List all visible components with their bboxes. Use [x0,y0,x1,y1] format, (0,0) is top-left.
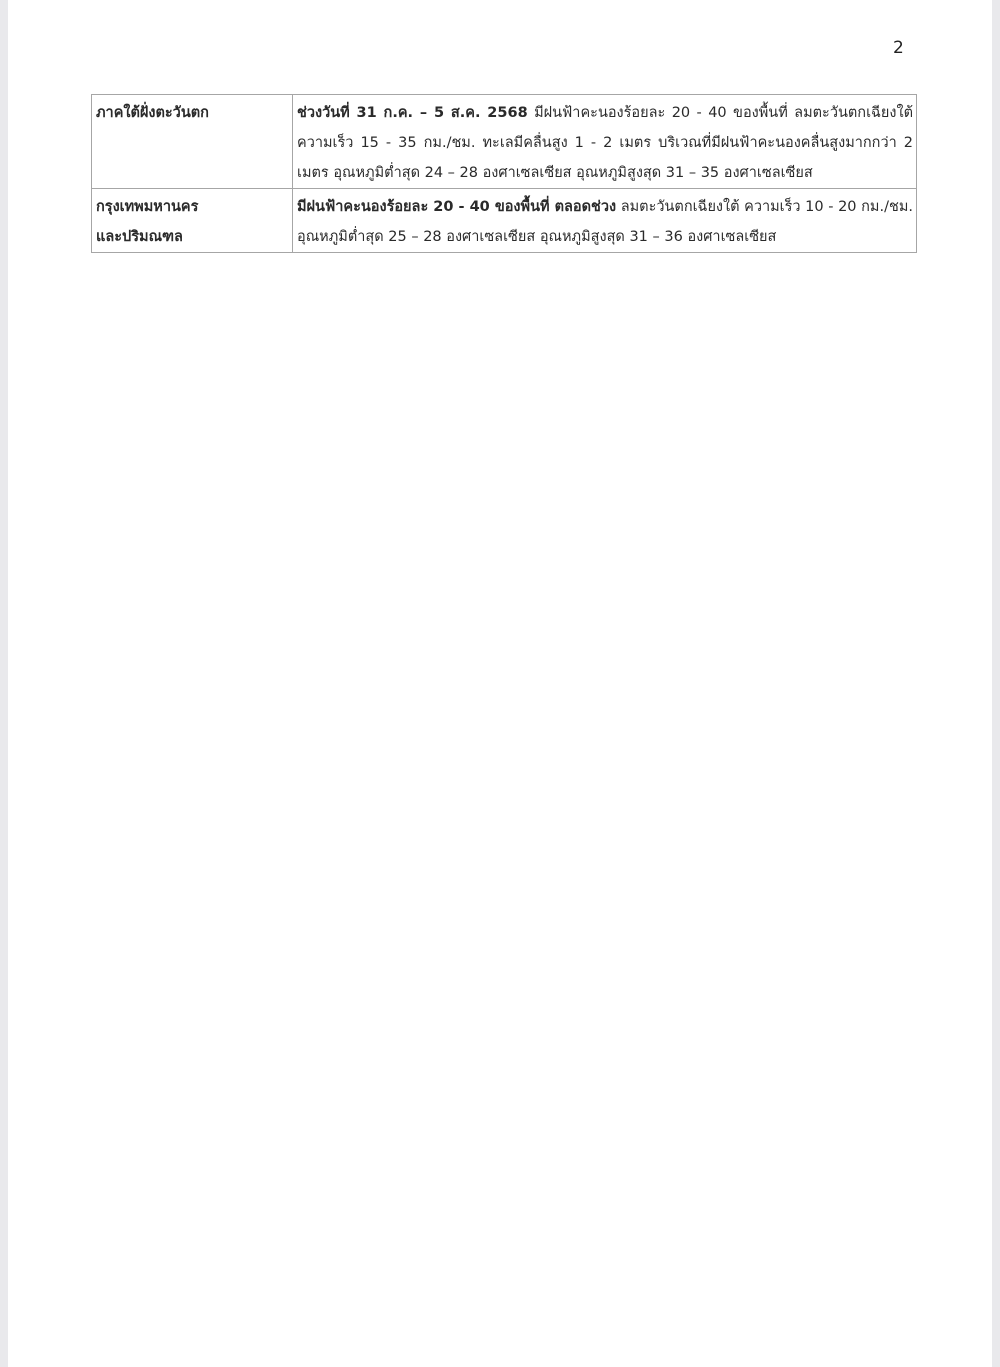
forecast-detail [293,189,917,253]
region-name: ภาคใต้ฝั่งตะวันตก [96,105,209,121]
forecast-summary: มีฝนฟ้าคะนองร้อยละ 20 - 40 ของพื้นที่ ตลอดช่วง [297,199,617,215]
table-row [92,189,917,253]
forecast-table [91,94,917,253]
region-cell [92,189,293,253]
forecast-text: มีฝนฟ้าคะนองร้อยละ 20 - 40 ของพื้นที่ ลมตะวันตกเฉียงใต้ ความเร็ว 15 - 35 กม./ชม. ทะเลมีคลื่นสูง 1 - 2 เมตร บริเวณที่มีฝนฟ้าคะนองคลื่นสูงมากกว่า 2 เมตร อุณหภูมิต่ำสุด 24 – 28 องศาเซลเซียส อุณหภูมิสูงสุด 31 – 35 องศาเซลเซียส [297,105,913,181]
forecast-period: ช่วงวันที่ 31 ก.ค. – 5 ส.ค. 2568 [297,105,528,121]
table-row [92,95,917,189]
document-page [8,0,992,1367]
forecast-text: ลมตะวันตกเฉียงใต้ ความเร็ว 10 - 20 กม./ชม. อุณหภูมิต่ำสุด 25 – 28 องศาเซลเซียส อุณหภูมิสูงสุด 31 – 36 องศาเซลเซียส [297,199,913,245]
region-cell [92,95,293,189]
region-name-continued: และปริมณฑล [96,229,183,245]
page-number: 2 [893,38,904,58]
region-name: กรุงเทพมหานคร [96,199,199,215]
forecast-detail [293,95,917,189]
